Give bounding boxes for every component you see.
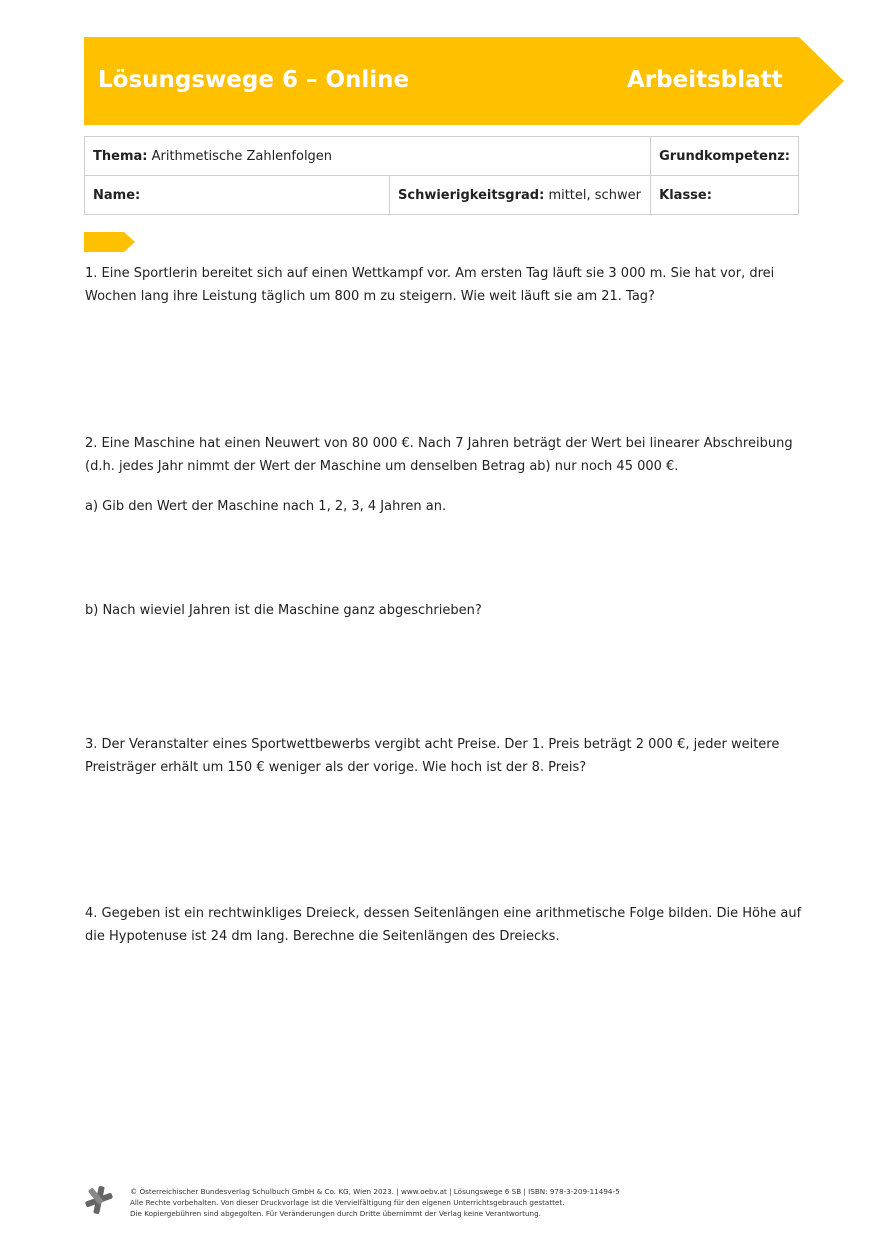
oebv-logo-icon — [85, 1186, 113, 1219]
schwierigkeit-value: mittel, schwer — [548, 187, 641, 203]
klasse-label: Klasse: — [659, 187, 712, 203]
info-table — [84, 136, 799, 215]
task-3: 3. Der Veranstalter eines Sportwettbewerbs vergibt acht Preise. Der 1. Preis beträgt 2 000 €, jeder weitere Preisträger erhält um 150 € weniger als der vorige. Wie hoch ist der 8. Preis? — [85, 737, 780, 775]
grundkompetenz-cell[interactable] — [651, 137, 799, 176]
name-label: Name: — [93, 187, 141, 203]
task-1: 1. Eine Sportlerin bereitet sich auf einen Wettkampf vor. Am ersten Tag läuft sie 3 000 m. Sie hat vor, drei Wochen lang ihre Leistung täglich um 800 m zu steigern. Wie weit läuft sie am 21. Tag? — [85, 266, 775, 304]
page-title: Lösungswege 6 – Online — [98, 67, 410, 93]
name-cell[interactable] — [85, 176, 390, 215]
task-2b: b) Nach wieviel Jahren ist die Maschine ganz abgeschrieben? — [85, 603, 482, 618]
thema-cell — [85, 137, 651, 176]
footer-copyright — [130, 1186, 790, 1219]
task-4: 4. Gegeben ist ein rechtwinkliges Dreieck, dessen Seitenlängen eine arithmetische Folge bilden. Die Höhe auf die Hypotenuse ist 24 dm lang. Berechne die Seitenlängen des Dreiecks. — [85, 906, 802, 944]
schwierigkeit-label: Schwierigkeitsgrad: — [398, 187, 545, 203]
thema-value: Arithmetische Zahlenfolgen — [151, 148, 333, 164]
grundkompetenz-label: Grundkompetenz: — [659, 148, 790, 164]
thema-label: Thema: — [93, 148, 148, 164]
header-banner — [84, 37, 844, 125]
task-2: 2. Eine Maschine hat einen Neuwert von 80 000 €. Nach 7 Jahren beträgt der Wert bei linearer Abschreibung (d.h. jedes Jahr nimmt der Wert der Maschine um denselben Betrag ab) nur noch 45 000 €. — [85, 436, 793, 474]
doc-type-label: Arbeitsblatt — [627, 67, 783, 93]
footer-line-1: © Österreichischer Bundesverlag Schulbuch GmbH & Co. KG, Wien 2023. | www.oebv.at | Lösungswege 6 SB | ISBN: 978-3-209-11494-5 — [130, 1187, 620, 1196]
footer-line-3: Die Kopiergebühren sind abgegolten. Für Veränderungen durch Dritte übernimmt der Verlag keine Verantwortung. — [130, 1209, 541, 1218]
task-2a: a) Gib den Wert der Maschine nach 1, 2, 3, 4 Jahren an. — [85, 499, 447, 514]
section-arrow-icon — [84, 232, 135, 257]
footer-line-2: Alle Rechte vorbehalten. Von dieser Druckvorlage ist die Vervielfältigung für den eigenen Unterrichtsgebrauch gestattet. — [130, 1198, 565, 1207]
schwierigkeit-cell — [390, 176, 651, 215]
klasse-cell[interactable] — [651, 176, 799, 215]
